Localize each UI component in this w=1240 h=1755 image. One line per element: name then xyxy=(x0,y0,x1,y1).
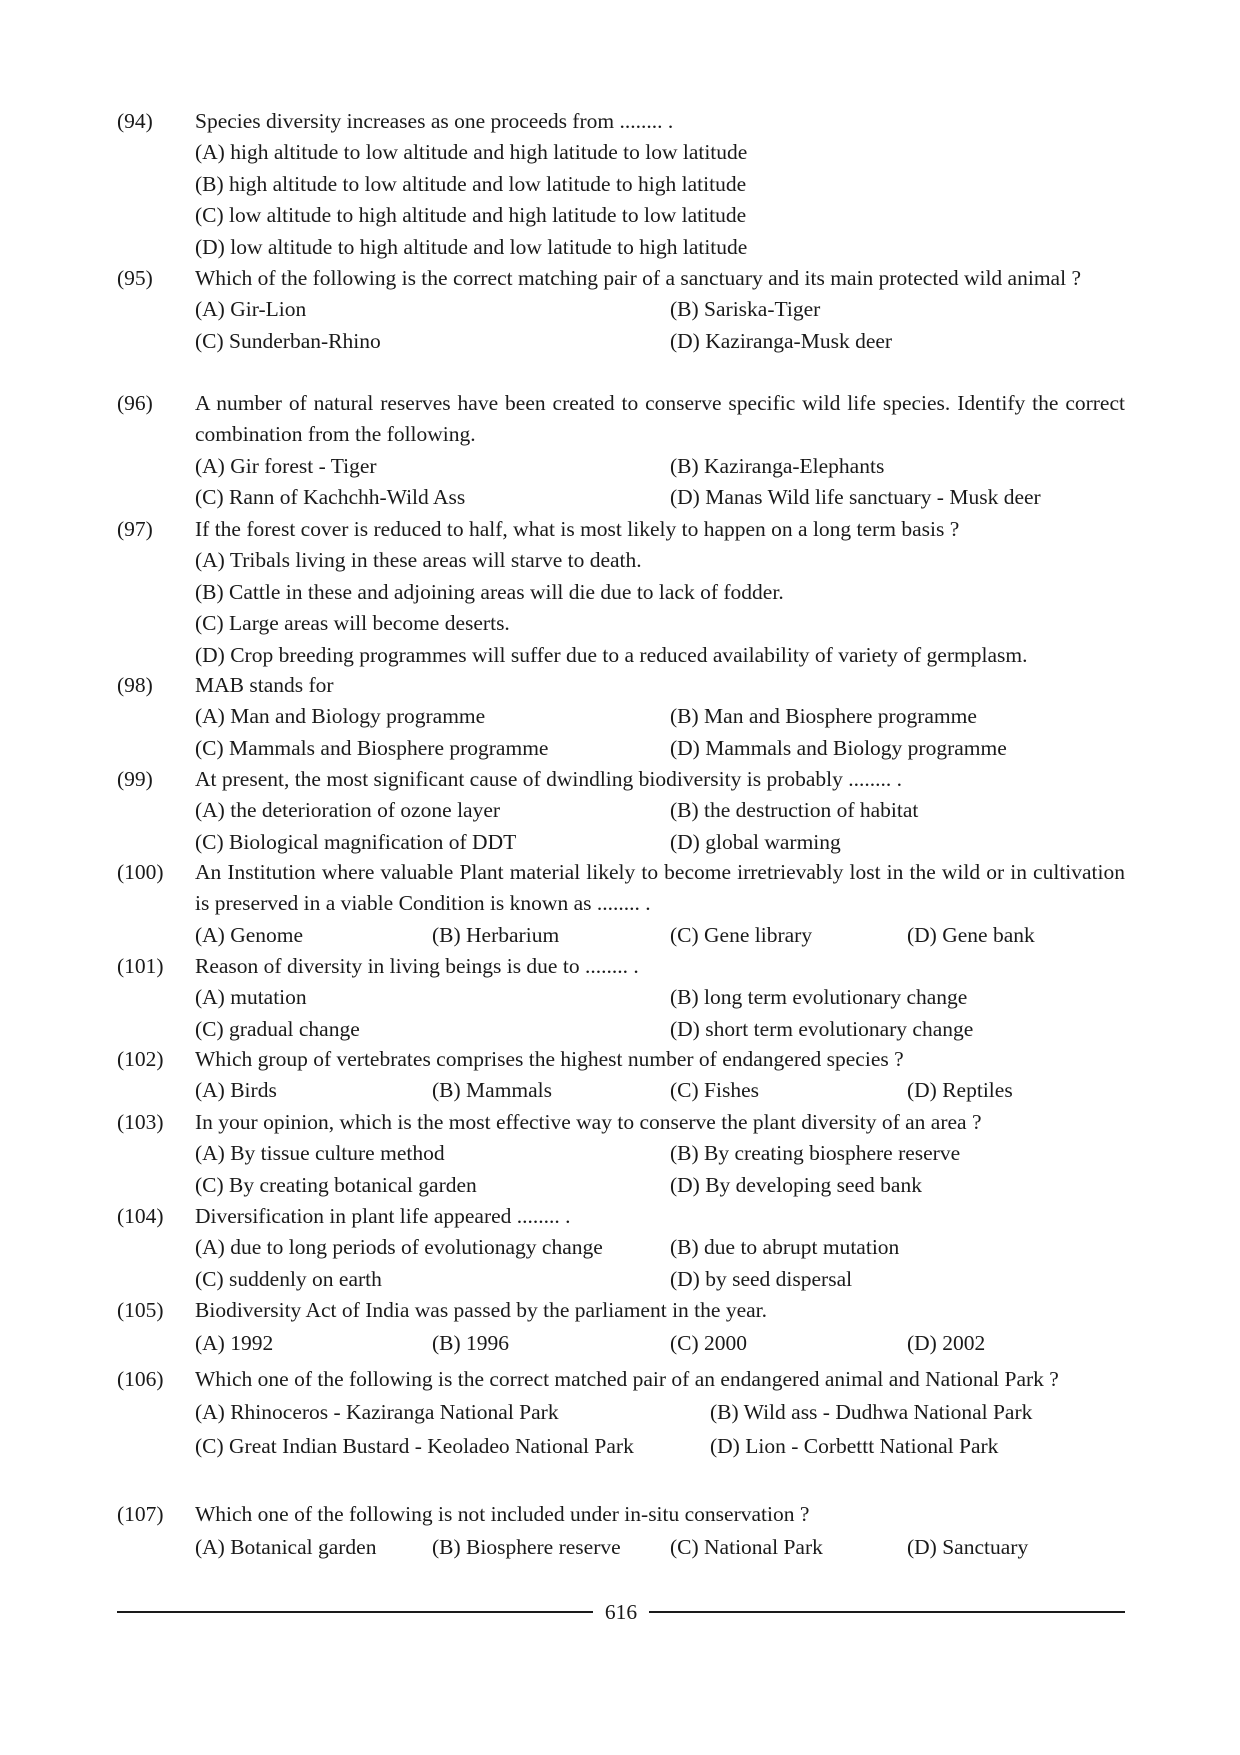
option-a: (A) Gir forest - Tiger xyxy=(195,453,377,478)
option-d: (D) By developing seed bank xyxy=(670,1172,922,1197)
question-text: Biodiversity Act of India was passed by the parliament in the year. xyxy=(195,1298,767,1322)
question-number: (107) xyxy=(117,1502,164,1526)
option-d: (D) Crop breeding programmes will suffer due to a reduced availability of variety of germplasm. xyxy=(195,642,1028,667)
question-text: An Institution where valuable Plant material likely to become irretrievably lost in the wild or in cultivation is preserved in a viable Condition is known as ........ . xyxy=(195,860,1125,916)
options xyxy=(195,701,1125,764)
question-text: Reason of diversity in living beings is due to ........ . xyxy=(195,954,639,978)
option-a: (A) mutation xyxy=(195,985,307,1010)
option-c: (C) Mammals and Biosphere programme xyxy=(195,735,549,760)
options xyxy=(195,920,1125,951)
option-d: (D) Manas Wild life sanctuary - Musk deer xyxy=(670,485,1041,510)
option-c: (C) National Park xyxy=(670,1535,823,1560)
options xyxy=(195,1075,1125,1106)
question-text: Diversification in plant life appeared ........ . xyxy=(195,1204,571,1228)
page-number: 616 xyxy=(604,1599,638,1624)
question-text: Which one of the following is the correct matched pair of an endangered animal and National Park ? xyxy=(195,1367,1059,1391)
option-c: (C) Fishes xyxy=(670,1078,759,1103)
question-98 xyxy=(117,670,1125,764)
option-b: (B) long term evolutionary change xyxy=(670,985,968,1010)
option-a: (A) Rhinoceros - Kaziranga National Park xyxy=(195,1400,559,1425)
option-a: (A) high altitude to low altitude and high latitude to low latitude xyxy=(195,140,748,165)
option-d: (D) low altitude to high altitude and low latitude to high latitude xyxy=(195,234,748,259)
question-number: (97) xyxy=(117,517,153,541)
question-101 xyxy=(117,951,1125,1045)
option-b: (B) 1996 xyxy=(432,1331,510,1356)
option-a: (A) Tribals living in these areas will starve to death. xyxy=(195,548,642,573)
options xyxy=(195,1397,1125,1462)
option-b: (B) Kaziranga-Elephants xyxy=(670,453,885,478)
option-b: (B) Wild ass - Dudhwa National Park xyxy=(710,1400,1033,1425)
question-number: (106) xyxy=(117,1367,164,1391)
option-b: (B) Biosphere reserve xyxy=(432,1535,621,1560)
question-number: (105) xyxy=(117,1298,164,1322)
option-a: (A) 1992 xyxy=(195,1331,274,1356)
options xyxy=(195,1232,1125,1295)
option-d: (D) Kaziranga-Musk deer xyxy=(670,328,893,353)
question-number: (94) xyxy=(117,109,153,133)
question-text: Which of the following is the correct matching pair of a sanctuary and its main protected wild animal ? xyxy=(195,266,1081,290)
option-b: (B) Cattle in these and adjoining areas will die due to lack of fodder. xyxy=(195,579,784,604)
option-b: (B) Mammals xyxy=(432,1078,553,1103)
option-d: (D) Reptiles xyxy=(907,1078,1013,1103)
option-b: (B) Man and Biosphere programme xyxy=(670,704,977,729)
options xyxy=(195,795,1125,858)
question-97 xyxy=(117,514,1125,671)
option-d: (D) global warming xyxy=(670,829,841,854)
question-number: (100) xyxy=(117,860,164,884)
question-106 xyxy=(117,1364,1125,1462)
question-text: Species diversity increases as one proceeds from ........ . xyxy=(195,109,674,133)
question-number: (98) xyxy=(117,673,153,697)
question-number: (99) xyxy=(117,767,153,791)
question-number: (96) xyxy=(117,391,153,415)
question-105 xyxy=(117,1295,1125,1360)
question-99 xyxy=(117,764,1125,858)
option-d: (D) Mammals and Biology programme xyxy=(670,735,1007,760)
option-d: (D) short term evolutionary change xyxy=(670,1016,974,1041)
question-102 xyxy=(117,1044,1125,1107)
option-c: (C) low altitude to high altitude and high latitude to low latitude xyxy=(195,203,747,228)
question-text: MAB stands for xyxy=(195,673,334,697)
option-b: (B) Sariska-Tiger xyxy=(670,297,821,322)
question-95 xyxy=(117,263,1125,357)
question-text: A number of natural reserves have been created to conserve specific wild life species. Identify the correct combination from the following. xyxy=(195,391,1125,447)
option-d: (D) Gene bank xyxy=(907,922,1035,947)
option-c: (C) Rann of Kachchh-Wild Ass xyxy=(195,485,466,510)
options xyxy=(195,1328,1125,1359)
options xyxy=(195,137,1125,263)
option-b: (B) the destruction of habitat xyxy=(670,798,919,823)
question-text: At present, the most significant cause of dwindling biodiversity is probably ........ . xyxy=(195,767,903,791)
question-number: (102) xyxy=(117,1047,164,1071)
option-b: (B) By creating biosphere reserve xyxy=(670,1141,961,1166)
option-a: (A) Man and Biology programme xyxy=(195,704,486,729)
option-c: (C) Gene library xyxy=(670,922,813,947)
options xyxy=(195,982,1125,1045)
question-text: In your opinion, which is the most effective way to conserve the plant diversity of an area ? xyxy=(195,1110,982,1134)
option-c: (C) Large areas will become deserts. xyxy=(195,611,510,636)
options xyxy=(195,545,1125,671)
question-94 xyxy=(117,106,1125,263)
option-c: (C) By creating botanical garden xyxy=(195,1172,477,1197)
options xyxy=(195,1532,1125,1563)
question-text: Which one of the following is not included under in-situ conservation ? xyxy=(195,1502,810,1526)
option-c: (C) Great Indian Bustard - Keoladeo National Park xyxy=(195,1433,634,1458)
question-number: (95) xyxy=(117,266,153,290)
question-100 xyxy=(117,857,1125,951)
footer-rule-right xyxy=(649,1611,1125,1613)
option-a: (A) By tissue culture method xyxy=(195,1141,445,1166)
option-a: (A) Birds xyxy=(195,1078,277,1103)
question-number: (101) xyxy=(117,954,164,978)
question-107 xyxy=(117,1499,1125,1564)
options xyxy=(195,294,1125,357)
option-a: (A) due to long periods of evolutionagy change xyxy=(195,1235,603,1260)
option-c: (C) 2000 xyxy=(670,1331,748,1356)
option-b: (B) Herbarium xyxy=(432,922,560,947)
option-a: (A) Genome xyxy=(195,922,304,947)
option-b: (B) high altitude to low altitude and low latitude to high latitude xyxy=(195,171,747,196)
option-a: (A) the deterioration of ozone layer xyxy=(195,798,501,823)
options xyxy=(195,1138,1125,1201)
option-d: (D) by seed dispersal xyxy=(670,1266,853,1291)
option-d: (D) 2002 xyxy=(907,1331,986,1356)
option-d: (D) Sanctuary xyxy=(907,1535,1029,1560)
option-c: (C) Biological magnification of DDT xyxy=(195,829,517,854)
question-number: (103) xyxy=(117,1110,164,1134)
option-c: (C) Sunderban-Rhino xyxy=(195,328,381,353)
question-number: (104) xyxy=(117,1204,164,1228)
options xyxy=(195,451,1125,514)
option-b: (B) due to abrupt mutation xyxy=(670,1235,900,1260)
question-text: If the forest cover is reduced to half, what is most likely to happen on a long term basis ? xyxy=(195,517,960,541)
page-footer xyxy=(117,1597,1125,1627)
option-d: (D) Lion - Corbettt National Park xyxy=(710,1433,999,1458)
option-c: (C) gradual change xyxy=(195,1016,360,1041)
footer-rule-left xyxy=(117,1611,593,1613)
question-103 xyxy=(117,1107,1125,1201)
question-104 xyxy=(117,1201,1125,1295)
option-a: (A) Botanical garden xyxy=(195,1535,377,1560)
question-96 xyxy=(117,388,1125,514)
option-a: (A) Gir-Lion xyxy=(195,297,307,322)
question-text: Which group of vertebrates comprises the highest number of endangered species ? xyxy=(195,1047,904,1071)
option-c: (C) suddenly on earth xyxy=(195,1266,382,1291)
